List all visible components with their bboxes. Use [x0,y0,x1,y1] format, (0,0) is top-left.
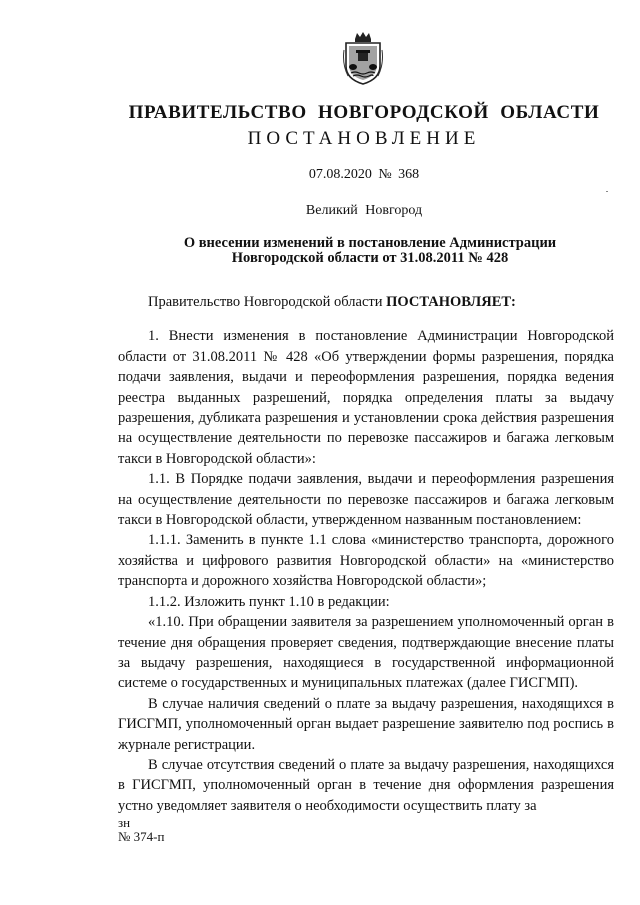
coat-of-arms-icon [342,30,384,86]
footer-initials: зн [118,815,131,830]
subject-line-1: О внесении изменений в постановление Администрации [183,235,557,251]
footer-ref-number: № 374-п [118,829,165,844]
document-type: ПОСТАНОВЛЕНИЕ [247,128,481,149]
paragraph-1-10: «1.10. При обращении заявителя за разрешением уполномоченный орган в течение дня обращения проверяет сведения, подтверждающие внесение платы за выдачу разрешения, находящиеся в государственной информационной системе о государственных и муниципальных платежах (далее ГИСГМП). [118,614,614,692]
paragraph-1-1-2: 1.1.2. Изложить пункт 1.10 в редакции: [148,593,390,610]
government-title: ПРАВИТЕЛЬСТВО НОВГОРОДСКОЙ ОБЛАСТИ [128,102,600,123]
paragraph-payment-present: В случае наличия сведений о плате за выдачу разрешения, находящихся в ГИСГМП, уполномоченный орган выдает разрешение заявителю под роспись в журнале регистрации. [118,695,614,753]
subject-line-2: Новгородской области от 31.08.2011 № 428 [231,250,509,266]
preamble [118,292,614,312]
paragraph-1-1: 1.1. В Порядке подачи заявления, выдачи и переоформления разрешения на осуществление деятельности по перевозке пассажиров и багажа легковым такси в Новгородской области, утвержденном названным постановлением: [118,471,614,529]
document-city: Великий Новгород [305,203,423,218]
preamble-decree-word: ПОСТАНОВЛЯЕТ: [386,294,516,310]
document-subject [120,236,620,266]
paragraph-1-1-1: 1.1.1. Заменить в пункте 1.1 слова «министерство транспорта, дорожного хозяйства и цифрового развития Новгородской области» на «министерство транспорта и дорожного хозяйства Новгородской области»; [118,532,614,590]
paragraph-1: 1. Внести изменения в постановление Администрации Новгородской области от 31.08.2011 № 428 «Об утверждении формы разрешения, порядка подачи заявления, выдачи и переоформления разрешения, порядка ведения реестра выданных разрешений, порядка определения платы за выдачу разрешения, дубликата разрешения и установлении срока действия разрешения на осуществление деятельности по перевозке пассажиров и багажа легковым такси в Новгородской области»: [118,328,614,467]
preamble-text: Правительство Новгородской области [148,294,383,310]
document-body [118,292,614,816]
paragraph-payment-absent: В случае отсутствия сведений о плате за выдачу разрешения, находящихся в ГИСГМП, уполномоченный орган в течение дня оформления разрешения устно уведомляет заявителя о необходимости осуществить плату за [118,756,614,814]
scan-speck [606,191,608,192]
footer-reference [118,816,164,844]
document-date-number: 07.08.2020 № 368 [308,167,420,182]
